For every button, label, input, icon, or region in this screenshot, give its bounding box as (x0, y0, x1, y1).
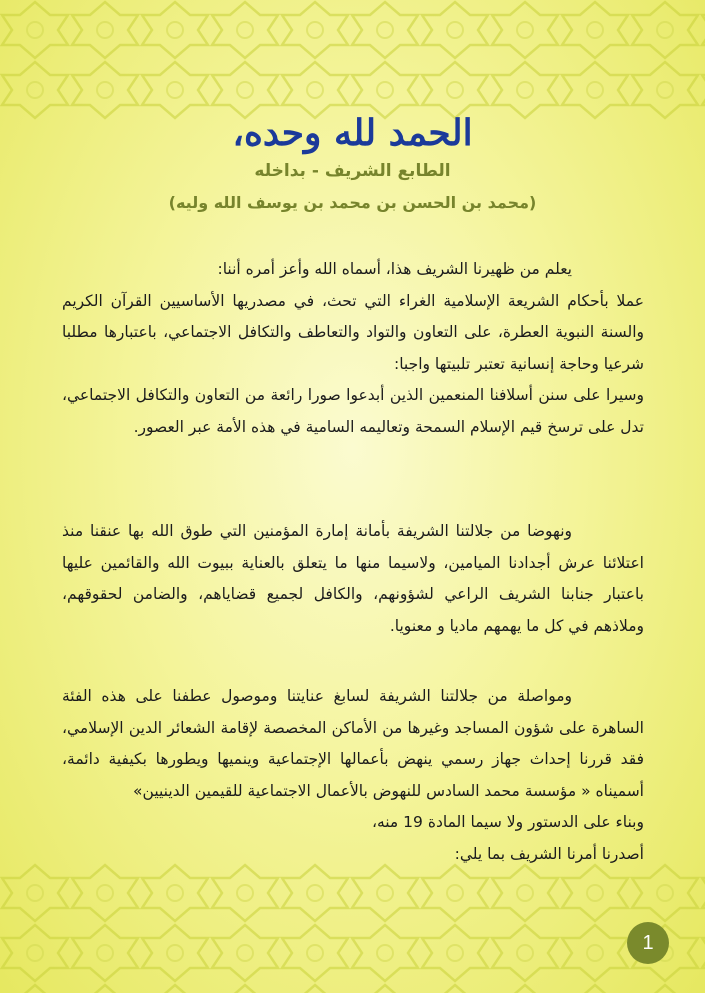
paragraph: ومواصلة من جلالتنا الشريفة لسابغ عنايتنا وموصول عطفنا على هذه الفئة الساهرة على شؤون المساجد وغيرها من الأماكن المخصصة لإقامة الشعائر الدين الإسلامي، فقد قررنا إحداث جهاز رسمي ينهض بأعمالها الإجتماعية وينميها ويطورها بكيفية دائمة، أسميناه « مؤسسة محمد السادس للنهوض بالأعمال الاجتماعية للقيمين الدينيين» (62, 687, 644, 800)
paragraph: عملا بأحكام الشريعة الإسلامية الغراء التي تحث، في مصدريها الأساسيين القرآن الكريم والسنة النبوية العطرة، على التعاون والتواد والتعاطف والتكافل الاجتماعي، باعتبارها مطلبا شرعيا وحاجة إنسانية تعتبر تلبيتها واجبا: (62, 291, 644, 373)
text-block-commitment (62, 516, 644, 642)
page-number-badge: 1 (627, 922, 669, 964)
text-block-decision (62, 681, 644, 870)
page-title: الحمد لله وحده، (232, 112, 473, 154)
paragraph: يعلم من ظهيرنا الشريف هذا، أسماه الله وأعز أمره أننا: (217, 260, 572, 278)
seal-caption: الطابع الشريف - بداخله (254, 161, 451, 181)
paragraph: أصدرنا أمرنا الشريف بما يلي: (454, 844, 644, 863)
paragraph: وسيرا على سنن أسلافنا المنعمين الذين أبدعوا صورا رائعة من التعاون والتكافل الاجتماعي، تدل على ترسخ قيم الإسلام السمحة وتعاليمه السامية في هذه الأمة عبر العصور. (62, 386, 644, 436)
paragraph: وبناء على الدستور ولا سيما المادة 19 منه، (371, 813, 644, 831)
royal-signature: (محمد بن الحسن بن محمد بن يوسف الله وليه) (168, 193, 537, 212)
paragraph: ونهوضا من جلالتنا الشريفة بأمانة إمارة المؤمنين التي طوق الله بها عنقنا منذ اعتلائنا عرش أجدادنا الميامين، ولاسيما منها ما يتعلق بالعناية ببيوت الله والقائمين عليها باعتبار جنابنا الشريف الراعي لشؤونهم، والكافل لجميع قضاياهم، والضامن لحقوقهم، وملاذهم في كل ما يهمهم ماديا و معنويا. (62, 522, 644, 635)
text-block-preamble (62, 254, 644, 443)
